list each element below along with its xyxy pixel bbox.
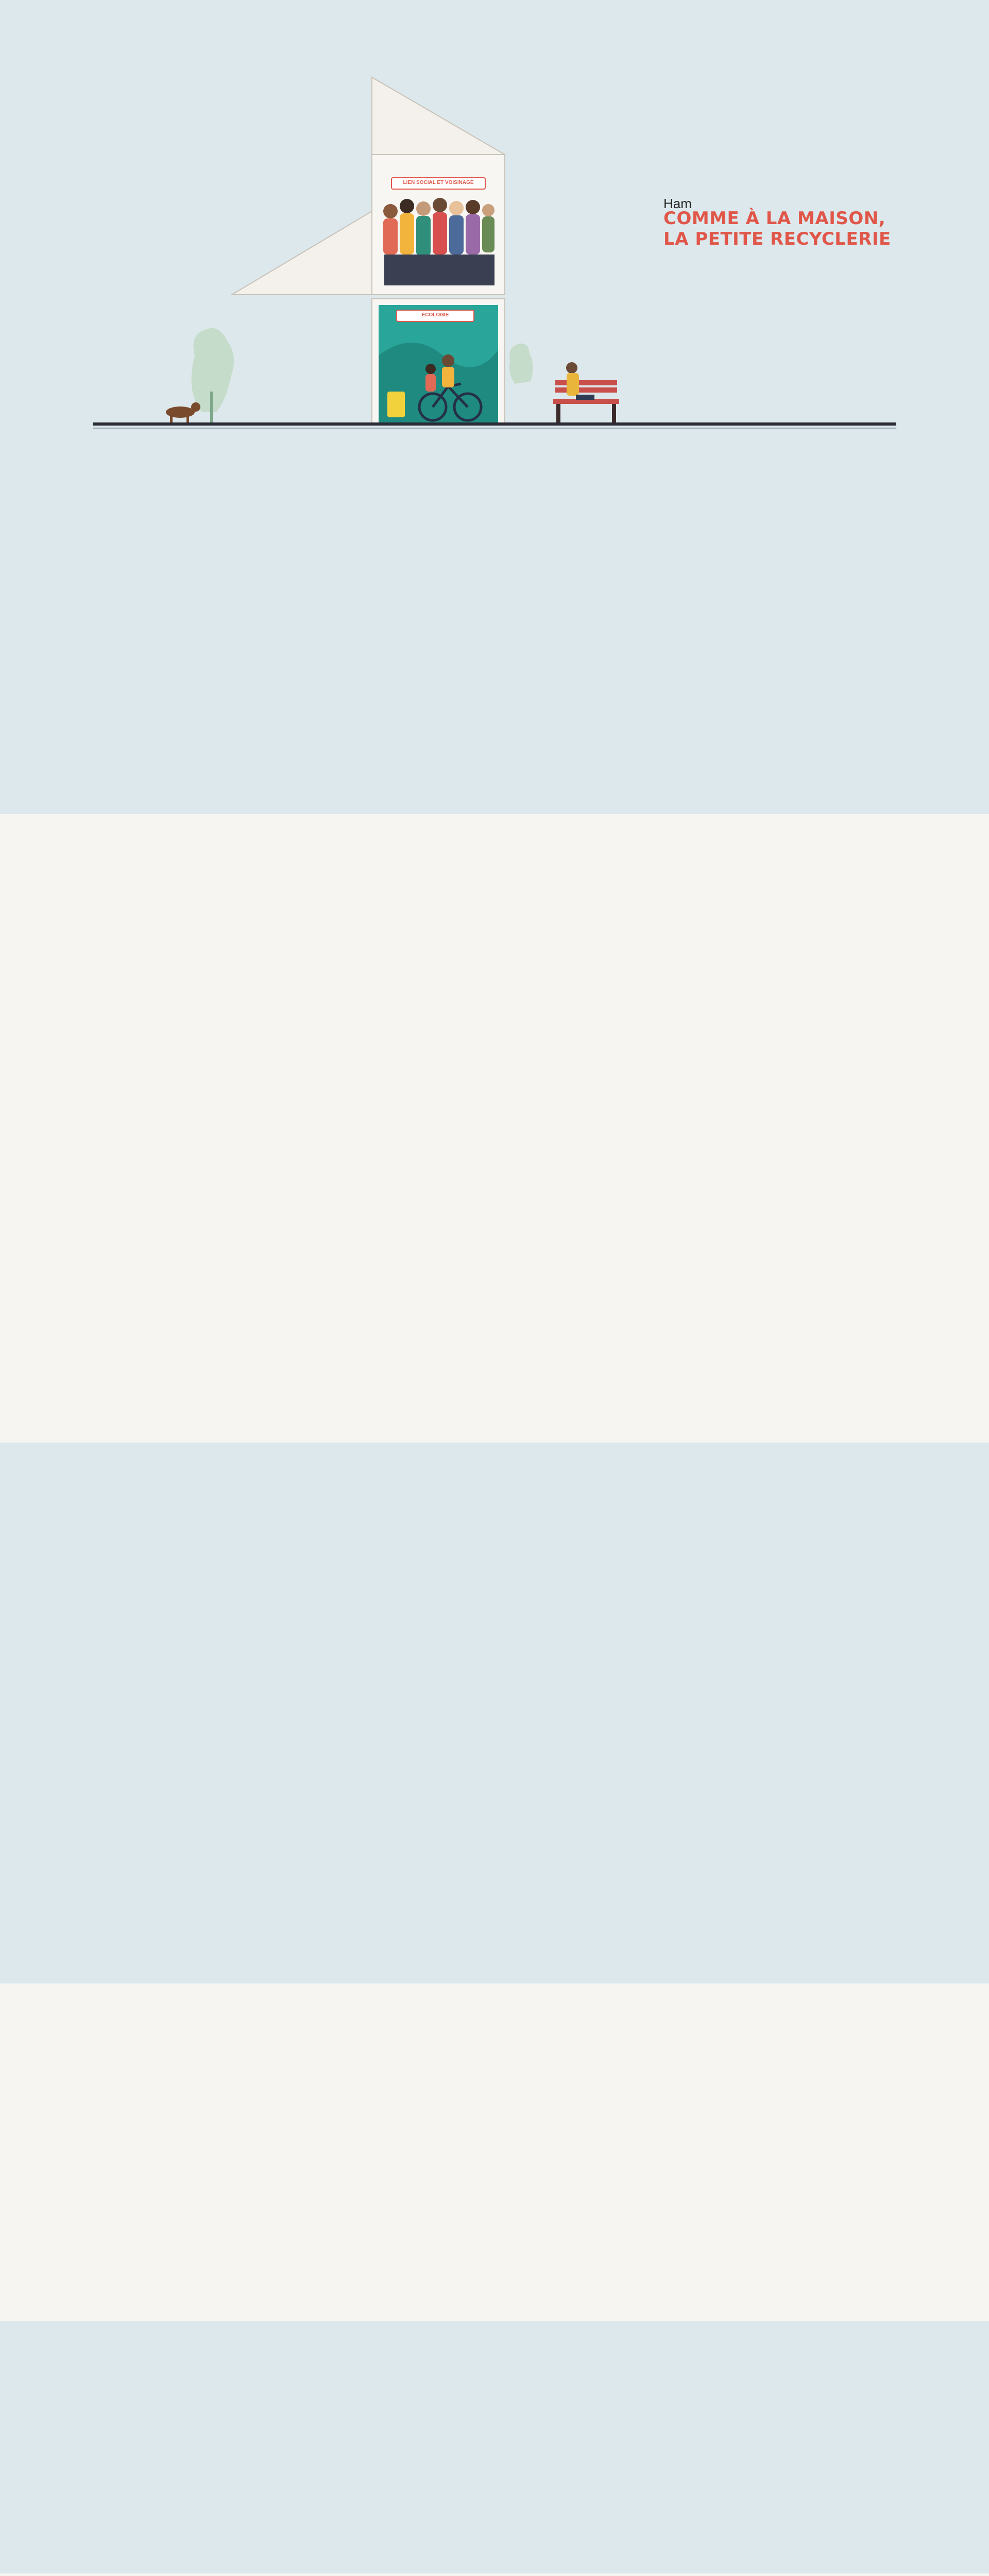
sign-ecologie: ÉCOLOGIE (421, 312, 449, 318)
surface-section (0, 453, 989, 814)
hero-place-name: COMME À LA MAISON, LA PETITE RECYCLERIE (663, 208, 891, 249)
acteurs-section (0, 2321, 989, 2573)
idee-section (0, 1443, 989, 1984)
hero-city: Ham (663, 196, 692, 211)
ground-line (93, 422, 896, 426)
hero-section (0, 0, 989, 453)
impact-section (0, 2573, 989, 2576)
localisation-section (0, 814, 989, 1443)
composition-section (0, 1984, 989, 2321)
sign-lien-social: LIEN SOCIAL ET VOISINAGE (403, 180, 474, 185)
ground-line-shadow (93, 428, 896, 429)
